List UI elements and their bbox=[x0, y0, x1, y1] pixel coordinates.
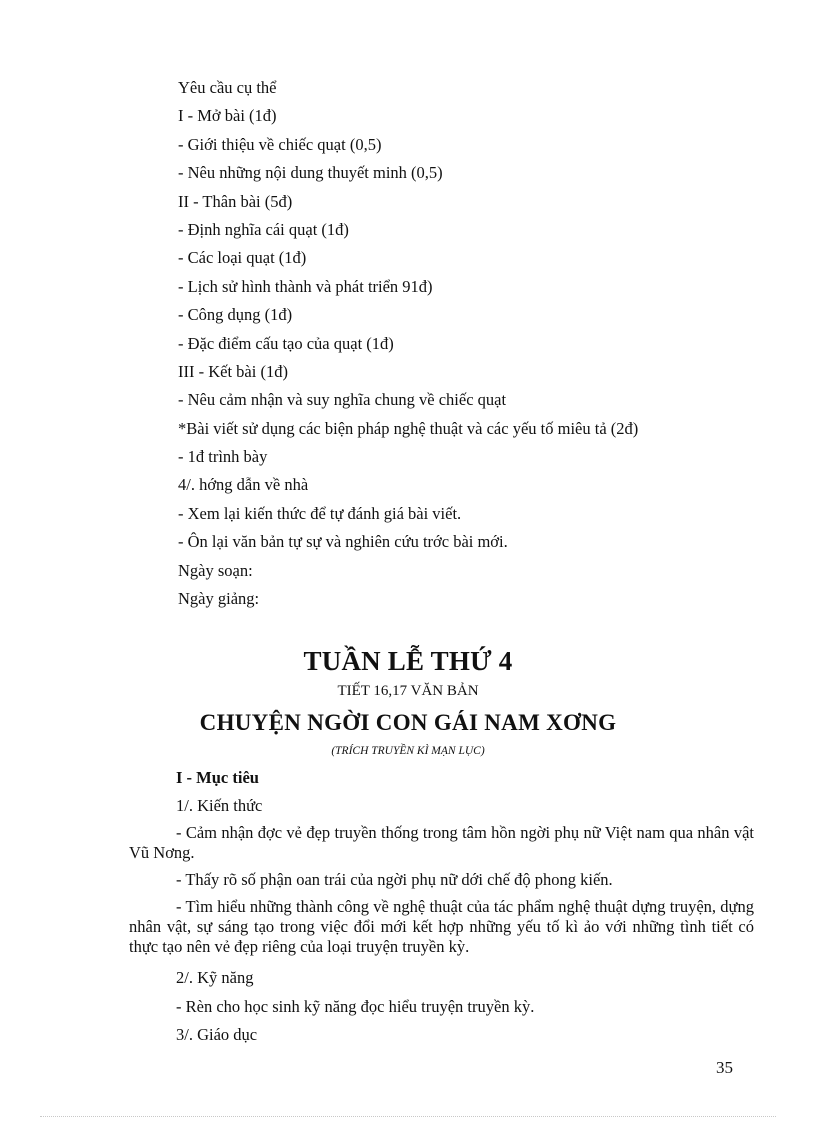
paragraph: - Cảm nhận đợc vẻ đẹp truyền thống trong tâm hồn ngời phụ nữ Việt nam qua nhân vật Vũ Nơng. bbox=[129, 823, 754, 862]
subheading-education: 3/. Giáo dục bbox=[176, 1025, 258, 1044]
story-source: (TRÍCH TRUYỀN KÌ MẠN LỤC) bbox=[331, 745, 485, 757]
outline-line: Ngày soạn: bbox=[178, 560, 253, 580]
paragraph: - Thấy rõ số phận oan trái của ngời phụ nữ dới chế độ phong kiến. bbox=[176, 870, 613, 889]
outline-line: - Lịch sử hình thành và phát triển 91đ) bbox=[178, 276, 433, 296]
outline-line: *Bài viết sử dụng các biện pháp nghệ thuật và các yếu tố miêu tả (2đ) bbox=[178, 418, 639, 438]
lesson-line: TIẾT 16,17 VĂN BẢN bbox=[337, 683, 479, 699]
page-number: 35 bbox=[716, 1058, 733, 1077]
footer-divider bbox=[40, 1116, 776, 1117]
outline-line: - Đặc điểm cấu tạo của quạt (1đ) bbox=[178, 333, 394, 353]
section-heading-objectives: I - Mục tiêu bbox=[176, 768, 259, 787]
outline-line: III - Kết bài (1đ) bbox=[178, 361, 288, 381]
outline-line: Yêu cầu cụ thể bbox=[178, 78, 277, 97]
paragraph: - Rèn cho học sinh kỹ năng đọc hiểu truyện truyền kỳ. bbox=[176, 997, 535, 1016]
outline-line: - Nêu những nội dung thuyết minh (0,5) bbox=[178, 163, 443, 183]
outline-line: - Các loại quạt (1đ) bbox=[178, 248, 307, 268]
story-title: CHUYỆN NGỜI CON GÁI NAM XƠNG bbox=[199, 710, 617, 735]
paragraph: - Tìm hiểu những thành công về nghệ thuật của tác phẩm nghệ thuật dựng truyện, dựng nhân vật, sự sáng tạo trong việc đổi mới kết hợp những yếu tố kì ảo với những tình tiết có thực tạo nên vẻ đẹp riêng của loại truyện truyền kỳ. bbox=[129, 897, 754, 956]
lesson-body bbox=[129, 766, 754, 1047]
outline-line: II - Thân bài (5đ) bbox=[178, 191, 293, 211]
outline-line: - Giới thiệu về chiếc quạt (0,5) bbox=[178, 134, 382, 154]
subheading-skills: 2/. Kỹ năng bbox=[176, 968, 254, 987]
outline-line: Ngày giảng: bbox=[178, 589, 260, 609]
outline-line: - Ôn lại văn bản tự sự và nghiên cứu trớc bài mới. bbox=[178, 532, 508, 552]
outline-line: - Công dụng (1đ) bbox=[178, 305, 293, 325]
outline-line: - Xem lại kiến thức để tự đánh giá bài viết. bbox=[178, 503, 462, 523]
subheading-knowledge: 1/. Kiến thức bbox=[176, 796, 263, 815]
answer-outline bbox=[178, 74, 778, 613]
outline-line: I - Mở bài (1đ) bbox=[178, 106, 277, 126]
outline-line: - Nêu cảm nhận và suy nghĩa chung về chiếc quạt bbox=[178, 390, 507, 410]
outline-line: - Định nghĩa cái quạt (1đ) bbox=[178, 219, 349, 239]
week-title: TUẦN LỄ THỨ 4 bbox=[303, 646, 513, 676]
outline-line: 4/. hớng dẫn về nhà bbox=[178, 475, 309, 495]
outline-line: - 1đ trình bày bbox=[178, 447, 268, 467]
